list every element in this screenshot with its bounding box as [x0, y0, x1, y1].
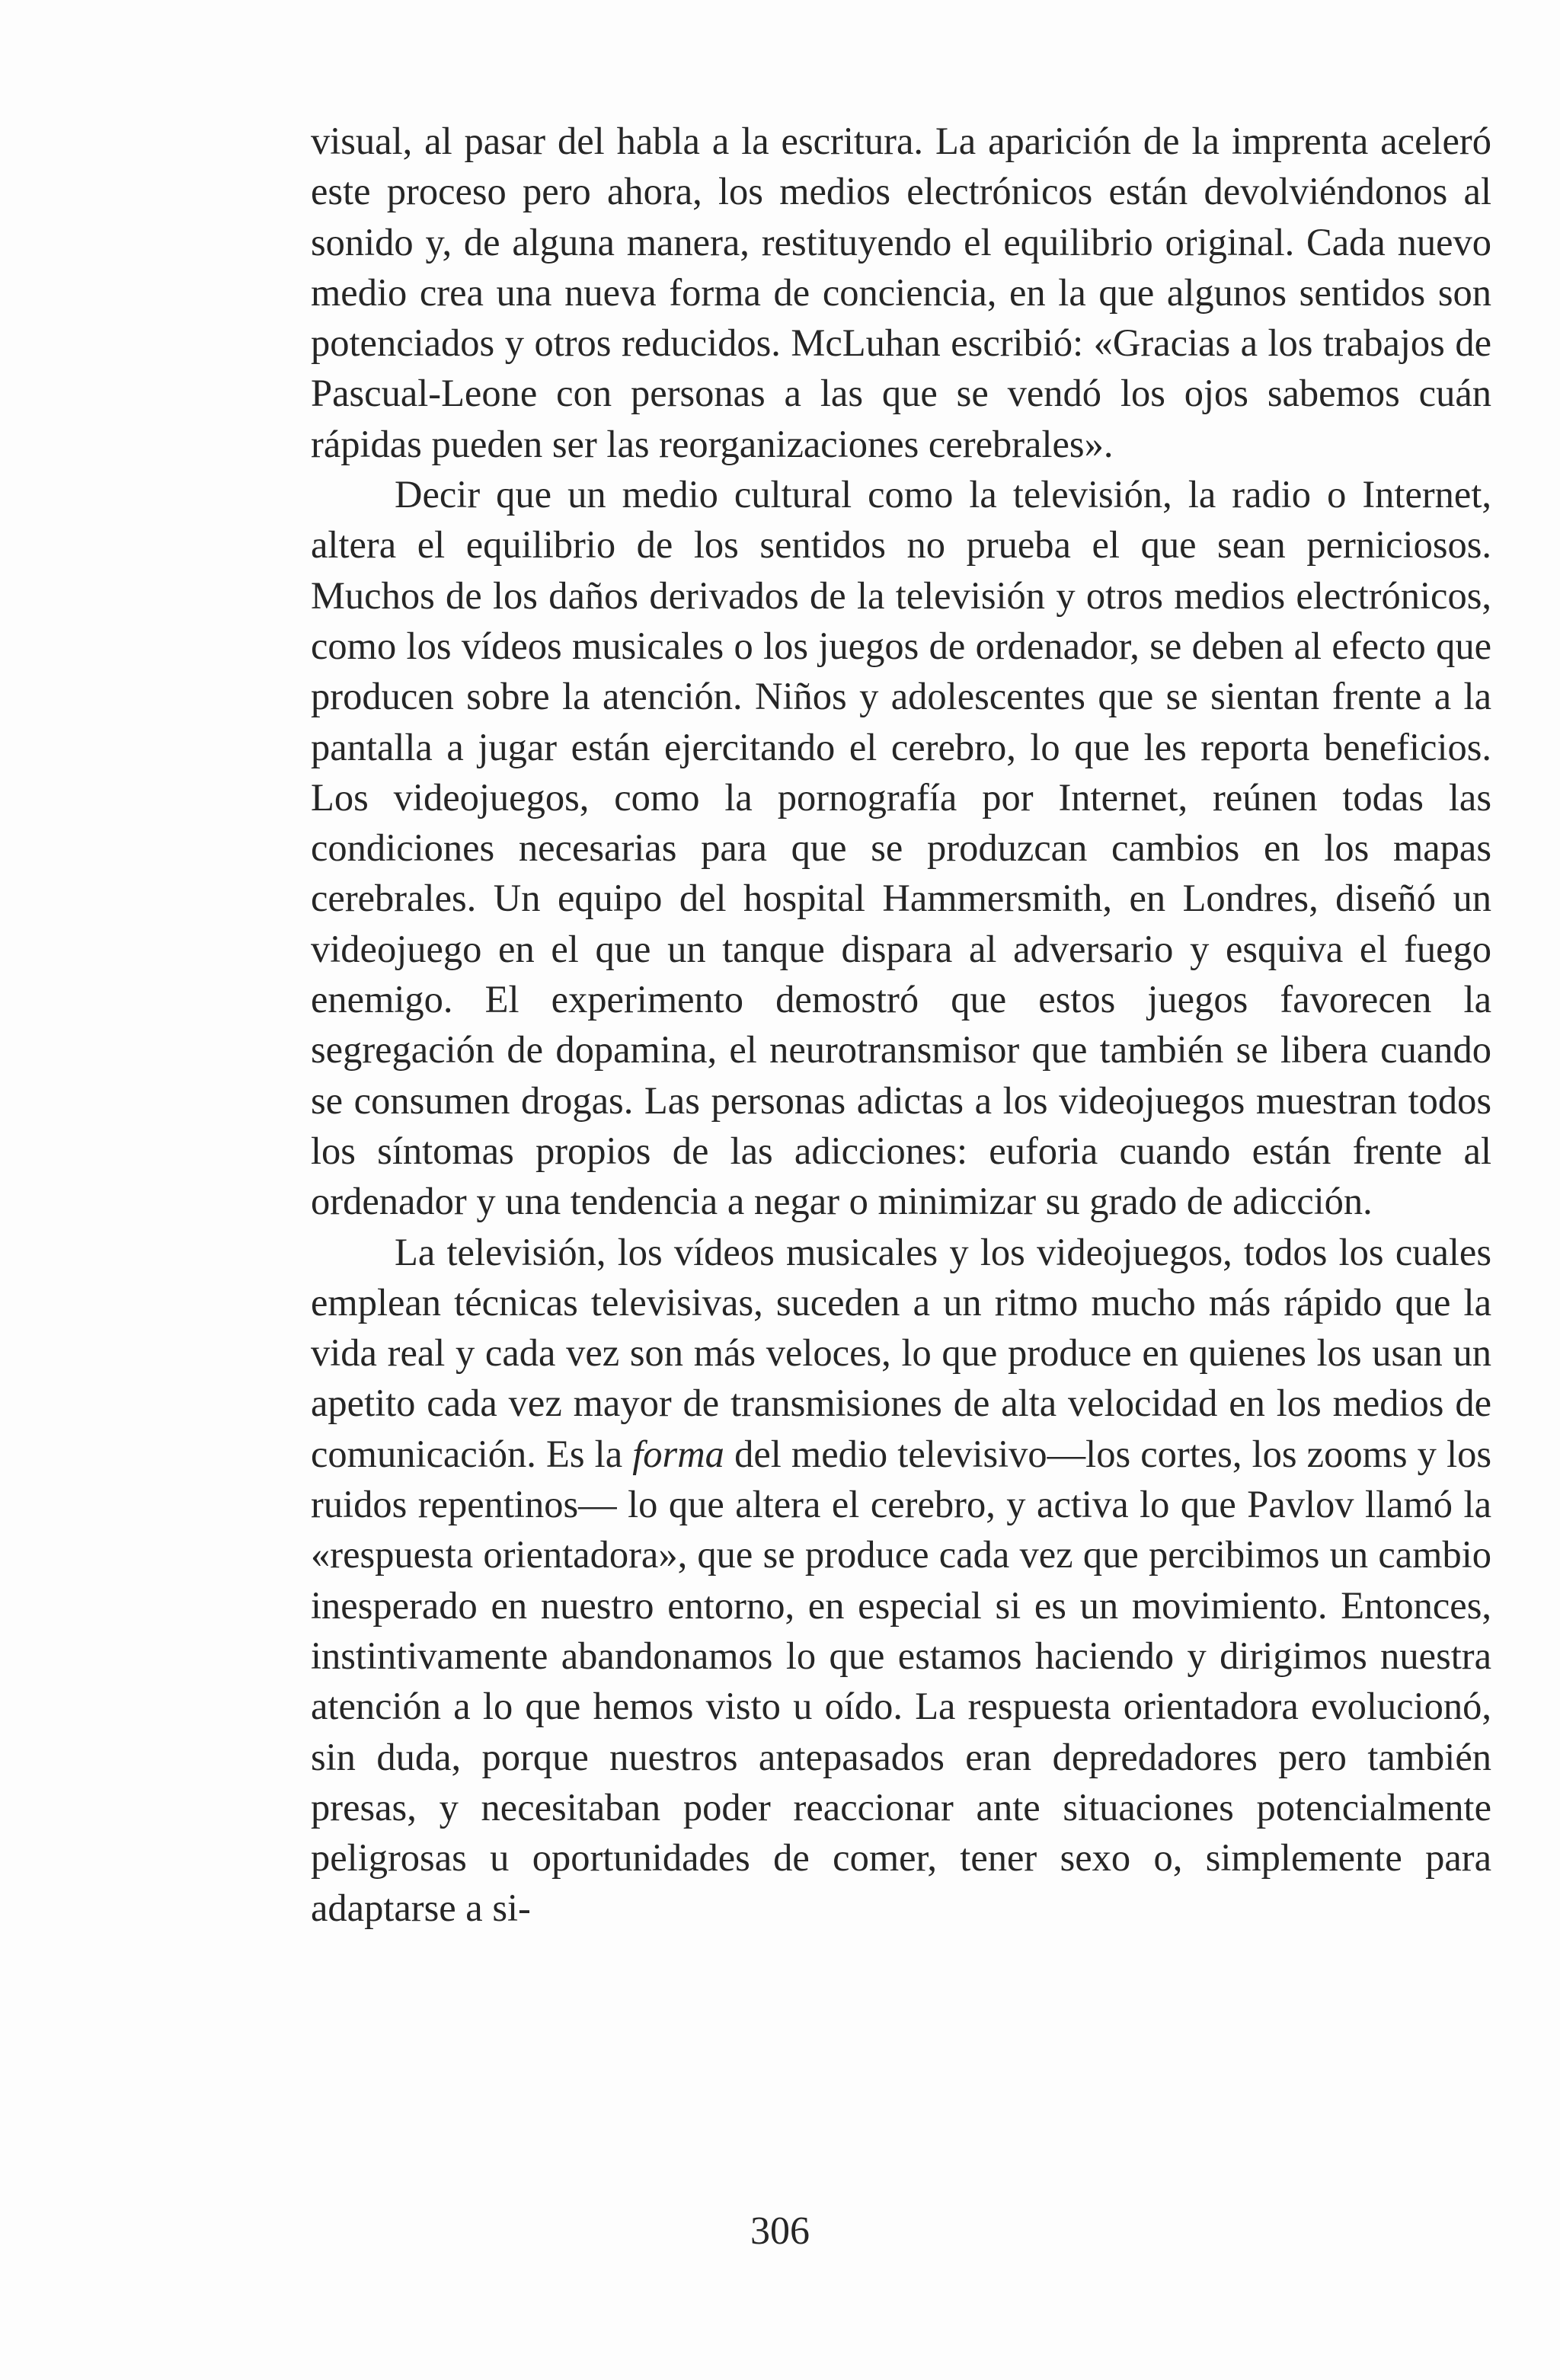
paragraph-3-italic-word: forma — [632, 1432, 724, 1475]
paragraph-3 — [311, 1227, 1491, 1934]
paragraph-2 — [311, 469, 1491, 1226]
paragraph-1 — [311, 116, 1491, 469]
paragraph-3-text-end: del medio televisivo—los cortes, los zooms y los ruidos repentinos— lo que altera el cerebro, y activa lo que Pavlov llamó la «respuesta orientadora», que se produce cada vez que percibimos un cambio inesperado en nuestro entorno, en especial si es un movimiento. Entonces, instintivamente abandonamos lo que estamos haciendo y dirigimos nuestra atención a lo que hemos visto u oído. La respuesta orientadora evolucionó, sin duda, porque nuestros antepasados eran depredadores pero también presas, y necesitaban poder reaccionar ante situaciones potencialmente peligrosas u oportunidades de comer, tener sexo o, simplemente para adaptarse a si- — [311, 1432, 1492, 1930]
page-number: 306 — [750, 2209, 810, 2253]
paragraph-3-text-start: La televisión, los vídeos musicales y los videojuegos, todos los cuales emplean técnicas televisivas, suceden a un ritmo mucho más rápido que la vida real y cada vez son más veloces, lo que produce en quienes los usan un apetito cada vez mayor de transmisiones de alta velocidad en los medios de comunicación. Es la — [311, 1230, 1491, 1475]
body-text — [311, 116, 1491, 1934]
paragraph-2-text: Decir que un medio cultural como la televisión, la radio o Internet, altera el equilibrio de los sentidos no prueba el que sean perniciosos. Muchos de los daños derivados de la televisión y otros medios electrónicos, como los vídeos musicales o los juegos de ordenador, se deben al efecto que producen sobre la atención. Niños y adolescentes que se sientan frente a la pantalla a jugar están ejercitando el cerebro, lo que les reporta beneficios. Los videojuegos, como la pornografía por Internet, reúnen todas las condiciones necesarias para que se produzcan cambios en los mapas cerebrales. Un equipo del hospital Hammersmith, en Londres, diseñó un videojuego en el que un tanque dispara al adversario y esquiva el fuego enemigo. El experimento demostró que estos juegos favorecen la segregación de dopamina, el neurotransmisor que también se libera cuando se consumen drogas. Las personas adictas a los videojuegos muestran todos los síntomas propios de las adicciones: euforia cuando están frente al ordenador y una tendencia a negar o minimizar su grado de adicción. — [311, 473, 1491, 1223]
paragraph-1-text: visual, al pasar del habla a la escritura. La aparición de la imprenta aceleró este proceso pero ahora, los medios electrónicos están devolviéndonos al sonido y, de alguna manera, restituyendo el equilibrio original. Cada nuevo medio crea una nueva forma de conciencia, en la que algunos sentidos son potenciados y otros reducidos. McLuhan escribió: «Gracias a los trabajos de Pascual-Leone con personas a las que se vendó los ojos sabemos cuán rápidas pueden ser las reorganizaciones cerebrales». — [311, 120, 1491, 465]
